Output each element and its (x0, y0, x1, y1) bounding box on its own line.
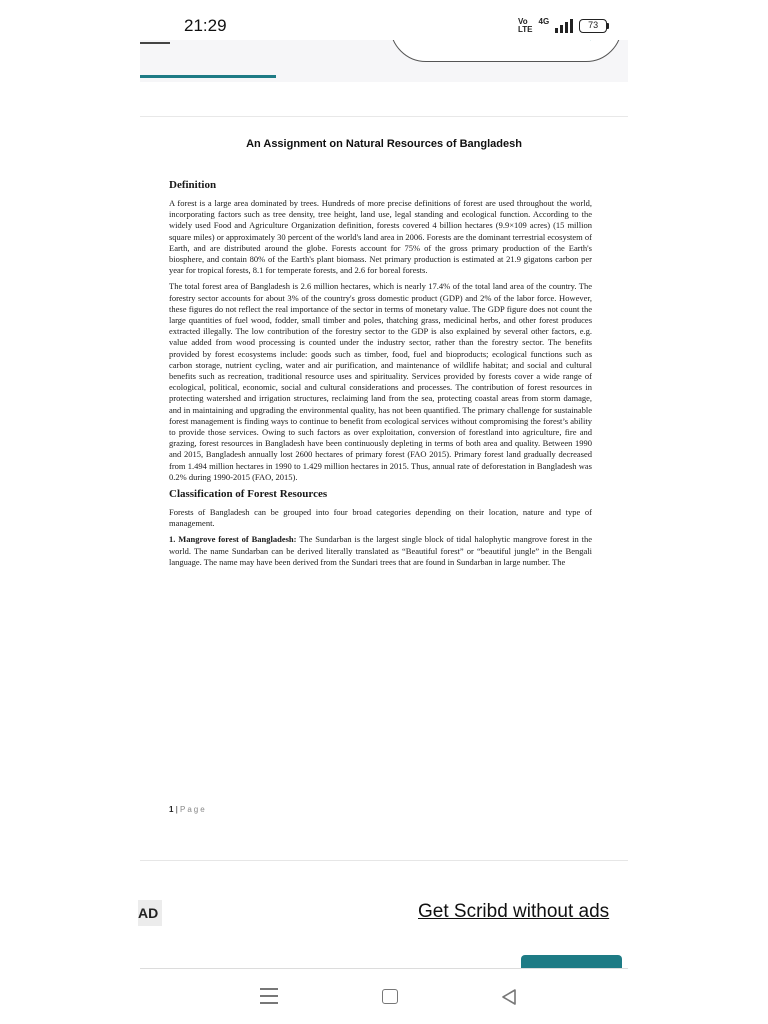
network-type: 4G (538, 16, 550, 26)
paragraph: The total forest area of Bangladesh is 2.6 million hectares, which is nearly 17.4% of the total land area of the country. The forestry sector accounts for about 3% of the country's gross domestic product (GDP) and 2% of the labor force. However, these figures do not reflect the real importance of the sector in terms of monetary value. The GDP figure does not count the large quantities of fuel wood, fodder, small timber and poles, thatching grass, medicinal herbs, and other forest produces extracted illegally. The low contribution of the forestry sector to the GDP is also explained by several other factors, e.g. value added from wood processing is counted under the industry sector, rather than the forestry sector. The benefits provided by forest ecosystems include: goods such as timber, food, fuel and bioproducts; ecological functions such as carbon storage, nutrient cycling, water and air purification, and maintenance of wildlife habitat; and social and cultural benefits such as recreation, traditional resource uses and spirituality. Services provided by forests cover a wide range of ecological, political, economic, social and cultural considerations and processes. The contribution of forest resources in protecting watershed and irrigation structures, reclaiming land from the sea, protecting coastal areas from storm damage, and in maintaining and upgrading the environmental quality, has not been quantified. The primary challenge for sustainable forest management is finding ways to continue to benefit from ecological services without compromising the forest’s ability to provide those services. Owing to such factors as over exploitation, conversion of forestland into agriculture, fire and grazing, forest resources in Bangladesh have been continuously depleting in terms of both area and quality. Between 1990 and 2015, Bangladesh annually lost 2600 hectares of primary forest (FAO 2015). Primary forest land gradually decreased from 1.494 million hectares in 1990 to 1.429 million hectares in 2015. Thus, annual rate of deforestation in Bangladesh was 0.2% during 1990-2015 (FAO, 2015). (169, 281, 592, 482)
status-icons (518, 18, 609, 34)
navigation-bar (0, 970, 768, 1024)
ad-badge: AD (138, 900, 162, 926)
numbered-text: The Sundarban is the largest single block of tidal halophytic mangrove forest in the world. The name Sundarban can be derived literally translated as “Beautiful forest” or “beautiful jungle” in the Bengali language. The name may have been derived from the Sundari trees that are found in Sundarban in large number. The (169, 534, 592, 567)
page-number: 1 (169, 805, 174, 814)
battery-level: 73 (579, 19, 607, 33)
page-separator: | (175, 805, 178, 814)
document-title: An Assignment on Natural Resources of Bangladesh (246, 138, 522, 150)
menu-icon[interactable] (260, 988, 278, 1004)
home-icon[interactable] (382, 989, 398, 1004)
volte-icon (518, 18, 533, 34)
status-time: 21:29 (184, 16, 227, 35)
ad-action-button[interactable] (521, 955, 622, 968)
battery-icon (579, 19, 609, 33)
active-tab-indicator (140, 75, 276, 78)
section-heading: Definition (169, 179, 217, 191)
document-body (169, 179, 592, 573)
menu-icon[interactable] (140, 42, 170, 44)
get-scribd-without-ads-link[interactable]: Get Scribd without ads (418, 901, 610, 922)
numbered-paragraph (169, 534, 592, 568)
page-word: Page (180, 805, 207, 814)
paragraph: A forest is a large area dominated by trees. Hundreds of more precise definitions of forest are used throughout the world, incorporating factors such as tree density, tree height, land use, legal standing and ecological function. According to the widely used Food and Agriculture Organization definition, forests covered 4 billion hectares (9.9×109 acres) (15 million square miles) or approximately 30 percent of the world's land area in 2006. Forests are the dominant terrestrial ecosystem of Earth, and are distributed around the globe. Forests account for 75% of the gross primary production of the Earth's biosphere, and contain 80% of the Earth's plant biomass. Net primary production is estimated at 21.9 gigatons carbon per year for tropical forests, 8.1 for temperate forests, and 2.6 for boreal forests. (169, 198, 592, 276)
divider (140, 860, 628, 861)
volte-bottom: LTE (518, 25, 533, 34)
status-bar (0, 0, 768, 40)
numbered-lead: 1. Mangrove forest of Bangladesh: (169, 534, 297, 545)
section-heading: Classification of Forest Resources (169, 488, 328, 501)
paragraph: Forests of Bangladesh can be grouped into four broad categories depending on their location, nature and type of management. (169, 507, 592, 529)
page-footer (169, 805, 207, 814)
document-page[interactable] (140, 117, 628, 859)
signal-icon (555, 19, 573, 33)
volte-top: Vo (518, 17, 528, 26)
divider (140, 968, 628, 969)
back-icon[interactable] (500, 988, 518, 1006)
